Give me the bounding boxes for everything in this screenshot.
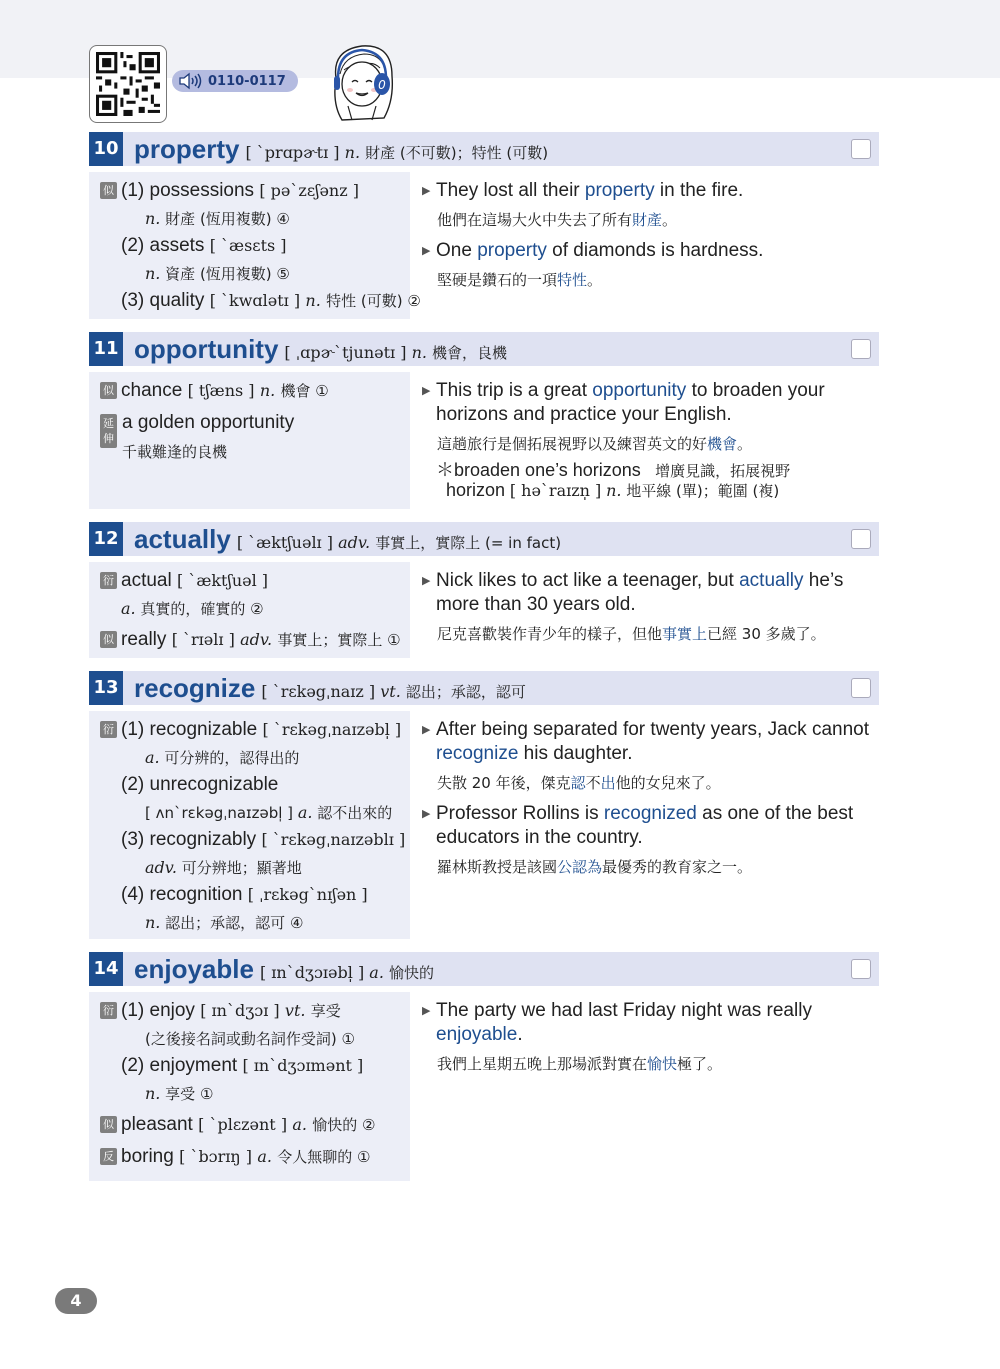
related-word: (2) enjoyment [ ɪnˋdʒɔɪmənt ] <box>121 1055 364 1076</box>
headword: recognize <box>134 673 256 703</box>
entry-number: 14 <box>89 952 123 986</box>
related-word: 似 chance [ tʃæns ] n. 機會 ① <box>100 380 329 402</box>
qr-code[interactable] <box>89 45 167 123</box>
headword: actually <box>134 524 231 554</box>
related-word-gloss: a. 真實的，確實的 ② <box>121 599 264 618</box>
entry-number: 13 <box>89 671 123 705</box>
example-sentence-cont: horizons and practice your English. <box>436 404 732 425</box>
example-sentence: ▶ They lost all their property in the fire. <box>422 180 744 201</box>
pronunciation: [ ˋæktʃuəlɪ ] <box>236 533 333 552</box>
example-sentence-cont: more than 30 years old. <box>436 594 636 615</box>
audio-track-badge[interactable] <box>172 70 298 92</box>
related-word: (2) unrecognizable <box>121 774 279 795</box>
related-word-gloss: n. 認出；承認，認可 ④ <box>145 913 304 932</box>
example-sentence: ▶ After being separated for twenty years, Jack cannot <box>422 719 870 740</box>
related-word: (4) recognition [ ˌrɛkəgˋnɪʃən ] <box>121 884 368 905</box>
example-translation: 羅林斯教授是該國公認為最優秀的教育家之一。 <box>437 858 753 876</box>
related-word-gloss: a. 可分辨的，認得出的 <box>145 748 300 767</box>
audio-track-code: 0110-0117 <box>208 73 286 89</box>
speaker-icon <box>178 72 204 90</box>
entry-header-enjoyable <box>89 952 879 986</box>
svg-text:0: 0 <box>378 78 386 92</box>
entry-number: 12 <box>89 522 123 556</box>
related-word: 似 really [ ˋrɪəlɪ ] adv. 事實上；實際上 ① <box>100 629 401 651</box>
related-word-gloss: n. 財產 (恆用複數) ④ <box>145 209 290 228</box>
entry-header-property <box>89 132 879 166</box>
part-of-speech: n. <box>411 343 427 362</box>
example-sentence-cont: educators in the country. <box>436 827 643 848</box>
example-sentence: ▶ This trip is a great opportunity to broaden your <box>422 380 825 401</box>
related-word: 衍 (1) enjoy [ ɪnˋdʒɔɪ ] vt. 享受 <box>100 1000 341 1022</box>
pronunciation: [ ˋrɛkəgˌnaɪz ] <box>261 682 376 701</box>
entry-number: 11 <box>89 332 123 366</box>
headword: property <box>134 134 240 164</box>
qr-code-icon <box>96 52 160 116</box>
definition: 財產 (不可數)；特性 (可數) <box>365 144 549 162</box>
pronunciation: [ ˋprɑpɚtɪ ] <box>245 143 340 162</box>
entry-header-actually <box>89 522 879 556</box>
headword: enjoyable <box>134 954 254 984</box>
definition: 機會，良機 <box>432 344 508 362</box>
part-of-speech: n. <box>344 143 361 162</box>
page-number: 4 <box>55 1288 97 1314</box>
related-word: 衍 actual [ ˋæktʃuəl ] <box>100 570 268 592</box>
example-sentence: ▶ Nick likes to act like a teenager, but actually he’s <box>422 570 844 591</box>
example-sentence: ▶ The party we had last Friday night was really <box>422 1000 812 1021</box>
girl-with-headphones-illustration <box>322 38 406 128</box>
example-translation: 他們在這場大火中失去了所有財產。 <box>437 211 678 229</box>
checkbox[interactable] <box>851 339 871 359</box>
example-sentence: ▶ One property of diamonds is hardness. <box>422 240 764 261</box>
extension-tag: 延伸 <box>100 414 117 448</box>
example-sentence-cont: enjoyable. <box>436 1024 523 1045</box>
related-word-gloss: n. 享受 ① <box>145 1084 214 1103</box>
entry-header-opportunity <box>89 332 879 366</box>
related-word: (3) quality [ ˋkwɑlətɪ ] n. 特性 (可數) ② <box>121 290 421 311</box>
part-of-speech: vt. <box>380 682 401 701</box>
headword: opportunity <box>134 334 279 364</box>
example-translation: 這趟旅行是個拓展視野以及練習英文的好機會。 <box>437 435 753 453</box>
usage-note: horizon [ həˋraɪzn̩ ] n. 地平線 (單)；範圍 (複) <box>446 480 780 500</box>
checkbox[interactable] <box>851 529 871 549</box>
related-word-gloss: n. 資產 (恆用複數) ⑤ <box>145 264 290 283</box>
related-word-gloss: adv. 可分辨地；顯著地 <box>145 858 302 877</box>
checkbox[interactable] <box>851 139 871 159</box>
definition: 愉快的 <box>389 964 435 982</box>
definition: 事實上，實際上 (= in fact) <box>375 534 562 552</box>
example-translation: 堅硬是鑽石的一項特性。 <box>437 271 603 289</box>
related-word: (3) recognizably [ ˋrɛkəgˌnaɪzəblɪ ] <box>121 829 406 850</box>
example-sentence: ▶ Professor Rollins is recognized as one of the best <box>422 803 854 824</box>
checkbox[interactable] <box>851 678 871 698</box>
related-word: 反 boring [ ˋbɔrɪŋ ] a. 令人無聊的 ① <box>100 1146 370 1168</box>
related-word: 衍 (1) recognizable [ ˋrɛkəgˌnaɪzəbl̩ ] <box>100 719 401 741</box>
usage-note: ＊broaden one’s horizons 增廣見識，拓展視野 <box>436 460 791 480</box>
related-word: 似 pleasant [ ˋplɛzənt ] a. 愉快的 ② <box>100 1114 375 1136</box>
related-word-gloss: (之後接名詞或動名詞作受詞) ① <box>145 1030 355 1048</box>
related-word: (2) assets [ ˋæsɛts ] <box>121 235 287 256</box>
related-phrase: a golden opportunity <box>122 412 295 433</box>
entry-number: 10 <box>89 132 123 166</box>
example-translation: 尼克喜歡裝作青少年的樣子，但他事實上已經 30 多歲了。 <box>437 625 826 643</box>
entry-header-recognize <box>89 671 879 705</box>
related-word: 似 (1) possessions [ pəˋzɛʃənz ] <box>100 180 359 202</box>
part-of-speech: adv. <box>338 533 371 552</box>
pronunciation: [ ɪnˋdʒɔɪəbl̩ ] <box>259 963 365 982</box>
related-word-gloss: [ ʌnˋrɛkəgˌnaɪzəbl̩ ] a. 認不出來的 <box>145 803 393 822</box>
part-of-speech: a. <box>369 963 384 982</box>
checkbox[interactable] <box>851 959 871 979</box>
example-translation: 失散 20 年後，傑克認不出他的女兒來了。 <box>437 774 721 792</box>
example-translation: 我們上星期五晚上那場派對實在愉快極了。 <box>437 1055 723 1073</box>
pronunciation: [ ˌɑpɚˋtjunətɪ ] <box>284 343 407 362</box>
related-phrase-gloss: 千載難逢的良機 <box>122 443 228 461</box>
definition: 認出；承認，認可 <box>405 683 526 701</box>
example-sentence-cont: recognize his daughter. <box>436 743 633 764</box>
